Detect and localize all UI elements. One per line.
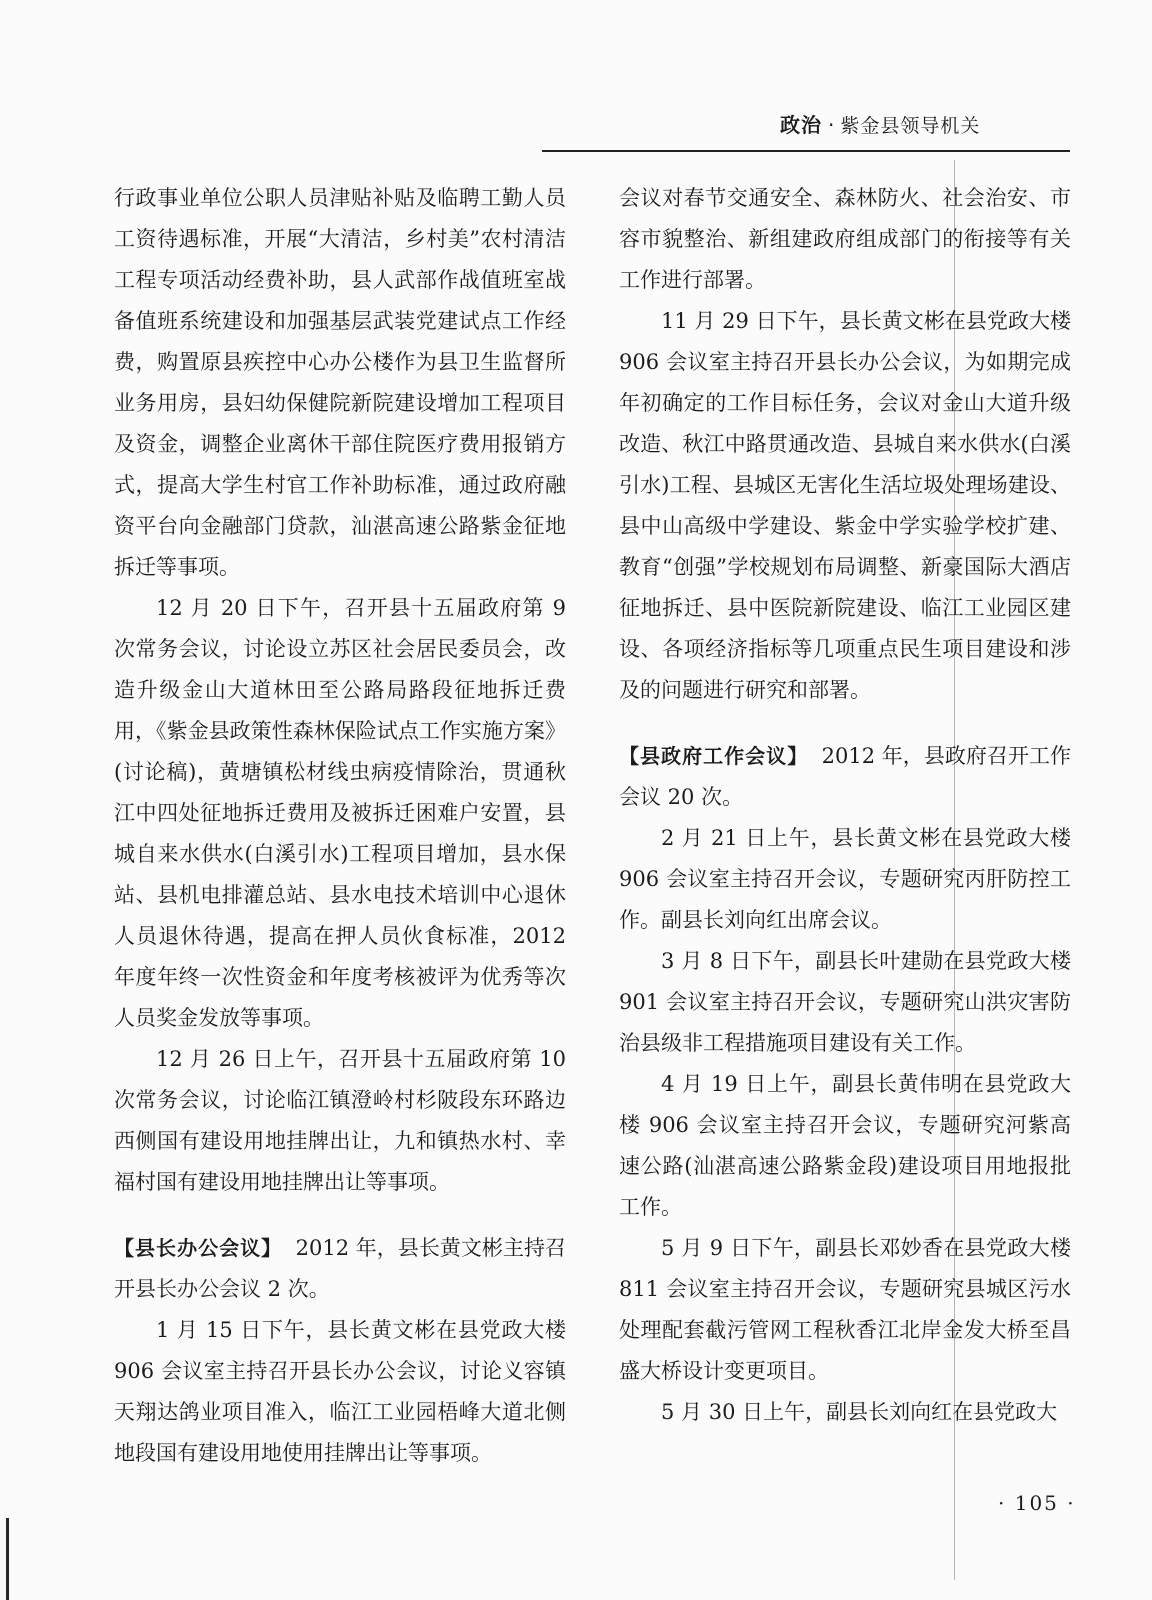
section-paragraph: [619, 736, 1071, 818]
paragraph: 2 月 21 日上午，县长黄文彬在县党政大楼 906 会议室主持召开会议，专题研究丙肝防控工作。副县长刘向红出席会议。: [619, 826, 1071, 932]
scan-edge-mark: [6, 1518, 9, 1600]
right-column: [619, 178, 1071, 1433]
paragraph: 3 月 8 日下午，副县长叶建勋在县党政大楼 901 会议室主持召开会议，专题研究山洪灾害防治县级非工程措施项目建设有关工作。: [619, 949, 1071, 1055]
header-separator: ·: [828, 113, 835, 137]
paragraph: 11 月 29 日下午，县长黄文彬在县党政大楼 906 会议室主持召开县长办公会议，为如期完成年初确定的工作目标任务，会议对金山大道升级改造、秋江中路贯通改造、县城自来水供水(白溪引水)工程、县城区无害化生活垃圾处理场建设、县中山高级中学建设、紫金中学实验学校扩建、教育“创强”学校规划布局调整、新豪国际大酒店征地拆迁、县中医院新院建设、临江工业园区建设、各项经济指标等几项重点民生项目建设和涉及的问题进行研究和部署。: [619, 309, 1071, 702]
paragraph: 5 月 30 日上午，副县长刘向红在县党政大: [661, 1400, 1058, 1424]
section-intro: 2012 年，县政府召开工作会议 20 次。: [619, 744, 1071, 809]
paragraph: 行政事业单位公职人员津贴补贴及临聘工勤人员工资待遇标准，开展“大清洁，乡村美”农村清洁工程专项活动经费补助，县人武部作战值班室战备值班系统建设和加强基层武装党建试点工作经费，购置原县疾控中心办公楼作为县卫生监督所业务用房，县妇幼保健院新院建设增加工程项目及资金，调整企业离休干部住院医疗费用报销方式，提高大学生村官工作补助标准，通过政府融资平台向金融部门贷款，汕湛高速公路紫金征地拆迁等事项。: [114, 186, 566, 579]
section-tag: 【县长办公会议】: [114, 1236, 283, 1260]
page-number: · 105 ·: [998, 1491, 1076, 1515]
header-subsection: 紫金县领导机关: [840, 115, 981, 137]
header-rule: [542, 150, 1070, 152]
section-intro: 2012 年，县长黄文彬主持召开县长办公会议 2 次。: [114, 1236, 567, 1301]
paragraph: 1 月 15 日下午，县长黄文彬在县党政大楼 906 会议室主持召开县长办公会议，讨论义容镇天翔达鸽业项目准入，临江工业园梧峰大道北侧地段国有建设用地使用挂牌出让等事项。: [114, 1318, 566, 1465]
paragraph: 12 月 20 日下午，召开县十五届政府第 9 次常务会议，讨论设立苏区社会居民委员会，改造升级金山大道林田至公路局路段征地拆迁费用，《紫金县政策性森林保险试点工作实施方案》(讨论稿)，黄塘镇松材线虫病疫情除治，贯通秋江中四处征地拆迁费用及被拆迁困难户安置，县城自来水供水(白溪引水)工程项目增加，县水保站、县机电排灌总站、县水电技术培训中心退休人员退休待遇，提高在押人员伙食标准，2012 年度年终一次性资金和年度考核被评为优秀等次人员奖金发放等事项。: [114, 596, 566, 1030]
paragraph: 会议对春节交通安全、森林防火、社会治安、市容市貌整治、新组建政府组成部门的衔接等有关工作进行部署。: [619, 186, 1071, 292]
section-paragraph: [114, 1228, 566, 1310]
running-header: [780, 109, 1080, 138]
header-section: 政治: [780, 113, 822, 137]
paragraph: 12 月 26 日上午，召开县十五届政府第 10 次常务会议，讨论临江镇澄岭村杉陂段东环路边西侧国有建设用地挂牌出让，九和镇热水村、幸福村国有建设用地挂牌出让等事项。: [114, 1047, 566, 1194]
paragraph: 4 月 19 日上午，副县长黄伟明在县党政大楼 906 会议室主持召开会议，专题研究河紫高速公路(汕湛高速公路紫金段)建设项目用地报批工作。: [619, 1072, 1071, 1219]
left-column: [114, 178, 566, 1474]
paragraph: 5 月 9 日下午，副县长邓妙香在县党政大楼 811 会议室主持召开会议，专题研究县城区污水处理配套截污管网工程秋香江北岸金发大桥至昌盛大桥设计变更项目。: [619, 1236, 1071, 1383]
section-tag: 【县政府工作会议】: [619, 744, 809, 768]
